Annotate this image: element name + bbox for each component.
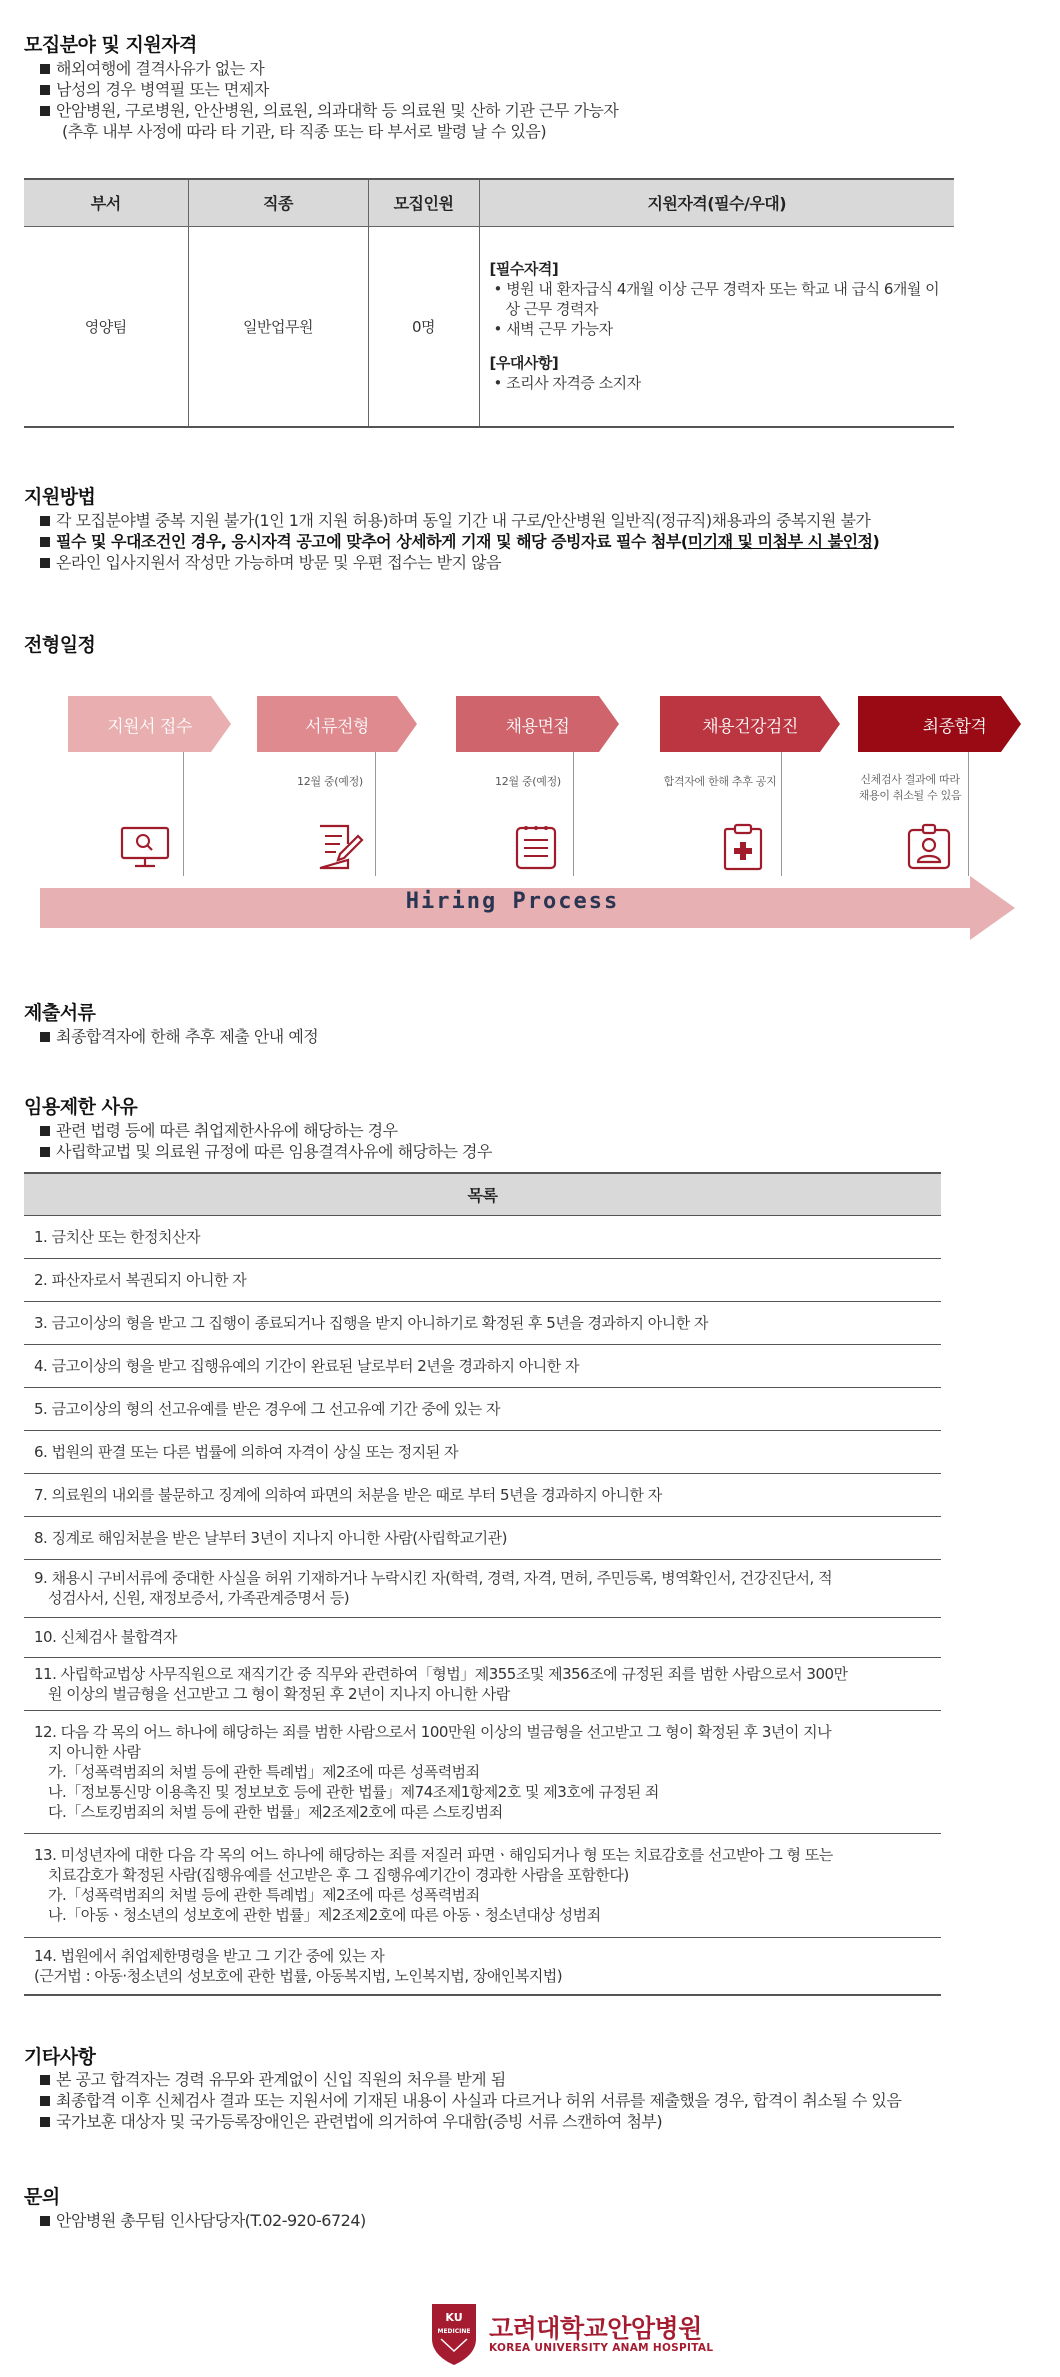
section-title-documents: 제출서류 — [24, 1002, 96, 1024]
list-item: 사립학교법 및 의료원 규정에 따른 임용결격사유에 해당하는 경우 — [38, 1141, 492, 1162]
svg-text:KU: KU — [445, 2311, 463, 2324]
step-final-pass: 최종합격 — [858, 696, 1021, 752]
divider — [183, 752, 184, 876]
table-header: 목록 — [24, 1173, 941, 1215]
application-method-list — [38, 510, 879, 573]
other-notes-list — [38, 2069, 901, 2132]
required-heading: [필수자격] — [489, 260, 559, 279]
list-item: 본 공고 합격자는 경력 유무와 관계없이 신입 직원의 처우를 받게 됨 — [38, 2069, 901, 2090]
recruitment-qualification-list — [38, 58, 618, 142]
hiring-process-diagram — [40, 696, 1015, 956]
required-item: • 병원 내 환자급식 4개월 이상 근무 경력자 또는 학교 내 급식 6개월 이상 근무 경력자 — [493, 280, 940, 319]
divider — [573, 752, 574, 876]
process-arrow-label: Hiring Process — [405, 889, 620, 914]
medical-clipboard-icon — [718, 822, 768, 872]
svg-text:MEDICINE: MEDICINE — [437, 2328, 471, 2335]
list-item: 안암병원 총무팀 인사담당자(T.02-920-6724) — [38, 2210, 366, 2231]
table-header: 부서 — [24, 179, 188, 226]
table-row: 4. 금고이상의 형을 받고 집행유예의 기간이 완료된 날로부터 2년을 경과하지 아니한 자 — [24, 1344, 941, 1387]
table-row: 10. 신체검사 불합격자 — [24, 1617, 941, 1657]
list-item: 국가보훈 대상자 및 국가등록장애인은 관련법에 의거하여 우대함(증빙 서류 스캔하여 첨부) — [38, 2111, 901, 2132]
table-row: 5. 금고이상의 형의 선고유예를 받은 경우에 그 선고유예 기간 중에 있는 자 — [24, 1387, 941, 1430]
list-note: (추후 내부 사정에 따라 타 기관, 타 직종 또는 타 부서로 발령 날 수 있음) — [62, 122, 547, 141]
table-row: 7. 의료원의 내외를 불문하고 징계에 의하여 파면의 처분을 받은 때로 부터 5년을 경과하지 아니한 자 — [24, 1473, 941, 1516]
table-row: 9. 채용시 구비서류에 중대한 사실을 허위 기재하거나 누락시킨 자(학력, 경력, 자격, 면허, 주민등록, 병역확인서, 건강진단서, 적 성검사서, 신원, 재정보증서, 가족관계증명서 등) — [24, 1559, 941, 1617]
step-note: 합격자에 한해 추후 공지 — [663, 775, 777, 788]
section-title-schedule: 전형일정 — [24, 634, 96, 656]
preferred-item: • 조리사 자격증 소지자 — [493, 374, 641, 393]
preferred-heading: [우대사항] — [489, 354, 559, 373]
list-item: 최종합격 이후 신체검사 결과 또는 지원서에 기재된 내용이 사실과 다르거나 허위 서류를 제출했을 경우, 합격이 취소될 수 있음 — [38, 2090, 901, 2111]
table-row — [24, 226, 954, 427]
list-item: 각 모집분야별 중복 지원 불가(1인 1개 지원 허용)하며 동일 기간 내 구로/안산병원 일반직(정규직)채용과의 중복지원 불가 — [38, 510, 879, 531]
job-cell: 일반업무원 — [188, 226, 368, 427]
step-health-check: 채용건강검진 — [660, 696, 840, 752]
list-item: 관련 법령 등에 따른 취업제한사유에 해당하는 경우 — [38, 1120, 492, 1141]
list-item: 최종합격자에 한해 추후 제출 안내 예정 — [38, 1026, 318, 1047]
step-note: 12월 중(예정) — [297, 775, 363, 788]
list-item-important: 필수 및 우대조건인 경우, 응시자격 공고에 맞추어 상세하게 기재 및 해당 증빙자료 필수 첨부(미기재 및 미첨부 시 불인정) — [38, 531, 879, 552]
divider — [968, 752, 969, 876]
table-row: 2. 파산자로서 복권되지 아니한 자 — [24, 1258, 941, 1301]
table-header: 직종 — [188, 179, 368, 226]
hospital-logo — [429, 2301, 729, 2367]
divider — [375, 752, 376, 876]
step-note: 신체검사 결과에 따라 채용이 취소될 수 있음 — [858, 773, 962, 802]
table-row: 14. 법원에서 취업제한명령을 받고 그 기간 중에 있는 자 (근거법 : 아동·청소년의 성보호에 관한 법률, 아동복지법, 노인복지법, 장애인복지법) — [24, 1937, 941, 1995]
list-item: 온라인 입사지원서 작성만 가능하며 방문 및 우편 접수는 받지 않음 — [38, 552, 879, 573]
emphasis-text: 미기재 및 미첨부 시 불인정 — [687, 532, 873, 551]
section-title-contact: 문의 — [24, 2186, 60, 2208]
interview-icon — [511, 822, 561, 872]
dept-cell: 영양팀 — [24, 226, 188, 427]
hospital-name-english: KOREA UNIVERSITY ANAM HOSPITAL — [489, 2342, 714, 2354]
ku-medicine-shield-icon — [429, 2301, 479, 2367]
table-row: 6. 법원의 판결 또는 다른 법률에 의하여 자격이 상실 또는 정지된 자 — [24, 1430, 941, 1473]
step-note: 12월 중(예정) — [495, 775, 561, 788]
table-row: 8. 징계로 해임처분을 받은 날부터 3년이 지나지 아니한 사람(사립학교기관) — [24, 1516, 941, 1559]
list-item: 남성의 경우 병역필 또는 면제자 — [38, 79, 618, 100]
required-item: • 새벽 근무 가능자 — [493, 320, 613, 339]
divider — [781, 752, 782, 876]
id-badge-icon — [904, 822, 954, 872]
documents-list — [38, 1026, 318, 1047]
list-item: 해외여행에 결격사유가 없는 자 — [38, 58, 618, 79]
qualification-cell — [479, 226, 954, 427]
table-row: 3. 금고이상의 형을 받고 그 집행이 종료되거나 집행을 받지 아니하기로 확정된 후 5년을 경과하지 아니한 자 — [24, 1301, 941, 1344]
step-application: 지원서 접수 — [68, 696, 231, 752]
count-cell: 0명 — [368, 226, 479, 427]
hospital-name-korean: 고려대학교안암병원 — [489, 2314, 702, 2343]
list-item: 안암병원, 구로병원, 안산병원, 의료원, 의과대학 등 의료원 및 산하 기관 근무 가능자 — [38, 100, 618, 121]
contact-list — [38, 2210, 366, 2231]
table-row: 11. 사립학교법상 사무직원으로 재직기간 중 직무와 관련하여「형법」제355조및 제356조에 규정된 죄를 범한 사람으로서 300만 원 이상의 벌금형을 선고받고 그 형이 확정된 후 2년이 지나지 아니한 사람 — [24, 1657, 941, 1710]
table-row: 12. 다음 각 목의 어느 하나에 해당하는 죄를 범한 사람으로서 100만원 이상의 벌금형을 선고받고 그 형이 확정된 후 3년이 지나 지 아니한 사람 가.「성폭력범죄의 처벌 등에 관한 특례법」제2조에 따른 성폭력범죄 나.「정보통신망 이용촉진 및 정보보호 등에 관한 법률」제74조제1항제2호 및 제3호에 규정된 죄 다.「스토킹범죄의 처벌 등에 관한 법률」제2조제2호에 따른 스토킹범죄 — [24, 1710, 941, 1833]
document-edit-icon — [314, 822, 364, 872]
table-header: 모집인원 — [368, 179, 479, 226]
restrictions-list — [38, 1120, 492, 1162]
section-title-application-method: 지원방법 — [24, 486, 96, 508]
table-row: 1. 금치산 또는 한정치산자 — [24, 1215, 941, 1258]
step-interview: 채용면접 — [456, 696, 619, 752]
section-title-restrictions: 임용제한 사유 — [24, 1096, 138, 1118]
step-document-screening: 서류전형 — [257, 696, 417, 752]
section-title-other: 기타사항 — [24, 2046, 96, 2068]
table-row: 13. 미성년자에 대한 다음 각 목의 어느 하나에 해당하는 죄를 저질러 파면ㆍ해임되거나 형 또는 치료감호를 선고받아 그 형 또는 치료감호가 확정된 사람(집행유예를 선고받은 후 그 집행유예기간이 경과한 사람을 포함한다) 가.「성폭력범죄의 처벌 등에 관한 특례법」제2조에 따른 성폭력범죄 나.「아동ㆍ청소년의 성보호에 관한 법률」제2조제2호에 따른 아동ㆍ청소년대상 성범죄 — [24, 1833, 941, 1937]
monitor-icon — [120, 822, 170, 872]
section-title-recruitment: 모집분야 및 지원자격 — [24, 34, 197, 56]
table-header: 지원자격(필수/우대) — [479, 179, 954, 226]
restrictions-table — [24, 1172, 941, 1996]
recruitment-table — [24, 178, 954, 428]
